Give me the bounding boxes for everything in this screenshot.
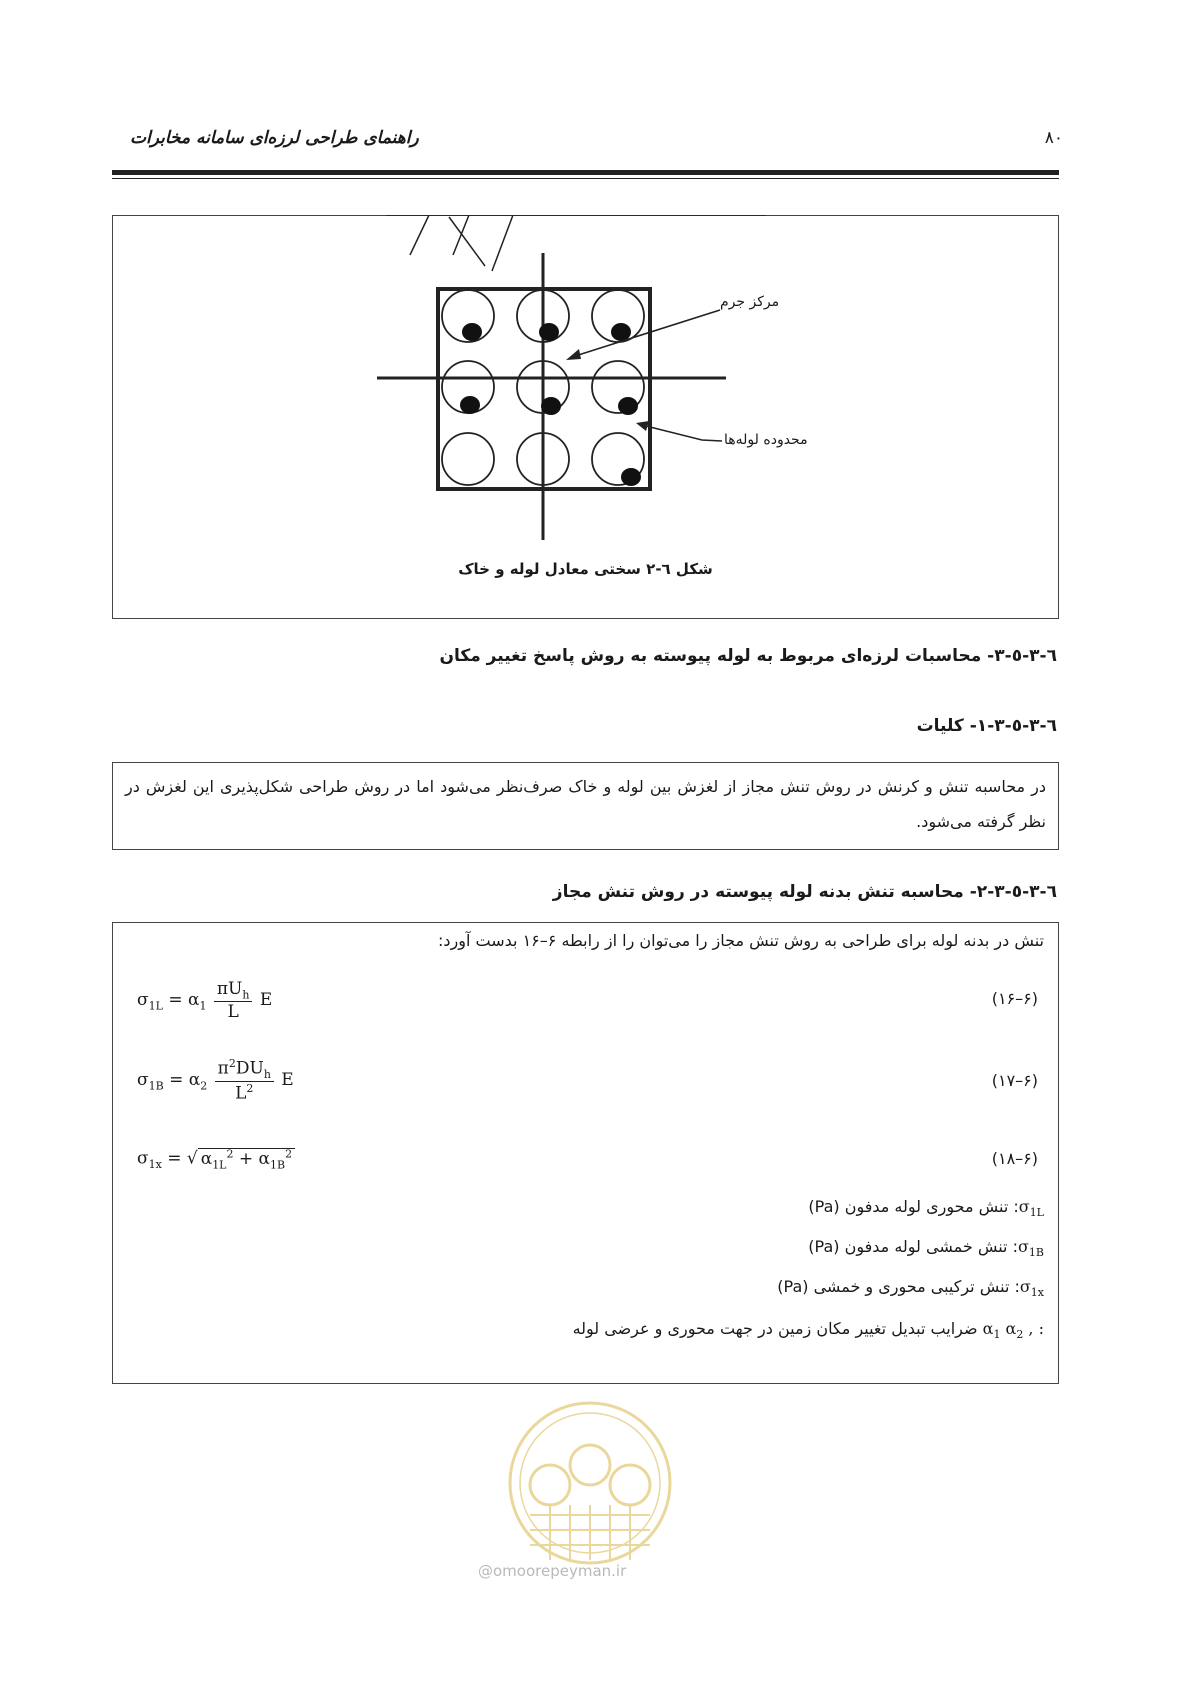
subsection-heading-stress: ٦-٣-٥-٣-٢- محاسبه تنش بدنه لوله پیوسته در روش تنش مجاز: [552, 882, 1057, 902]
equations-intro: تنش در بدنه لوله برای طراحی به روش تنش مجاز را می‌توان را از رابطه ۶–۱۶ بدست آورد:: [438, 931, 1044, 950]
soil-hatching: [410, 215, 513, 271]
definition-alpha: $\alpha_1$ $\alpha_2$ , : ضرایب تبدیل تغییر مکان زمین در جهت محوری و عرضی لوله: [572, 1319, 1044, 1342]
equation-17-number: (۶–۱۷): [991, 1071, 1038, 1090]
header-title: راهنمای طراحی لرزه‌ای سامانه مخابرات: [130, 128, 419, 148]
label-center-of-mass: مرکز جرم: [720, 294, 780, 310]
equation-18: $\sigma_{1x}$ = √ $\alpha_{1L}^2 + \alpha_{1B}^2$: [137, 1147, 295, 1171]
section-heading: ٦-٣-٥-٣- محاسبات لرزه‌ای مربوط به لوله پیوسته به روش پاسخ تغییر مکان: [439, 646, 1057, 666]
equations-box: [112, 922, 1059, 1384]
header-rule-thin: [112, 178, 1059, 179]
equation-16: $\sigma_{1L} = \alpha_1$ $\frac{\pi U_h}{L}$ E: [137, 979, 273, 1023]
definition-sigma-1x: $\sigma_{1x}$: تنش ترکیبی محوری و خمشی (Pa): [777, 1277, 1044, 1300]
definition-sigma-1l: $\sigma_{1L}$: تنش محوری لوله مدفون (Pa): [808, 1197, 1044, 1220]
watermark-url: @omoorepeyman.ir: [478, 1562, 627, 1580]
general-paragraph: در محاسبه تنش و کرنش در روش تنش مجاز از لغزش بین لوله و خاک صرف‌نظر می‌شود اما در روش طراحی شکل‌پذیری این لغزش در نظر گرفته می‌شود.: [125, 777, 1046, 831]
arrow-center-of-mass: [572, 310, 720, 357]
arrow-pipe-range: [642, 425, 722, 441]
page-number: ۸۰: [1044, 128, 1063, 148]
equation-16-number: (۶–۱۶): [991, 989, 1038, 1008]
equation-17: $\sigma_{1B} = \alpha_2$ $\frac{\pi^2DU_h}{L^2}$ E: [137, 1057, 294, 1104]
definition-sigma-1b: $\sigma_{1B}$: تنش خمشی لوله مدفون (Pa): [808, 1237, 1044, 1260]
label-pipe-range: محدوده لوله‌ها: [724, 432, 808, 448]
figure-caption: شکل ٦-٢ سختی معادل لوله و خاک: [458, 560, 713, 578]
watermark-logo: [490, 1395, 690, 1570]
header-rule-thick: [112, 170, 1059, 175]
general-text-box: [112, 762, 1059, 850]
subsection-heading-general: ٦-٣-٥-٣-١- کلیات: [916, 716, 1057, 736]
pipe-soil-diagram: [112, 215, 1059, 619]
equation-18-number: (۶–۱۸): [991, 1149, 1038, 1168]
